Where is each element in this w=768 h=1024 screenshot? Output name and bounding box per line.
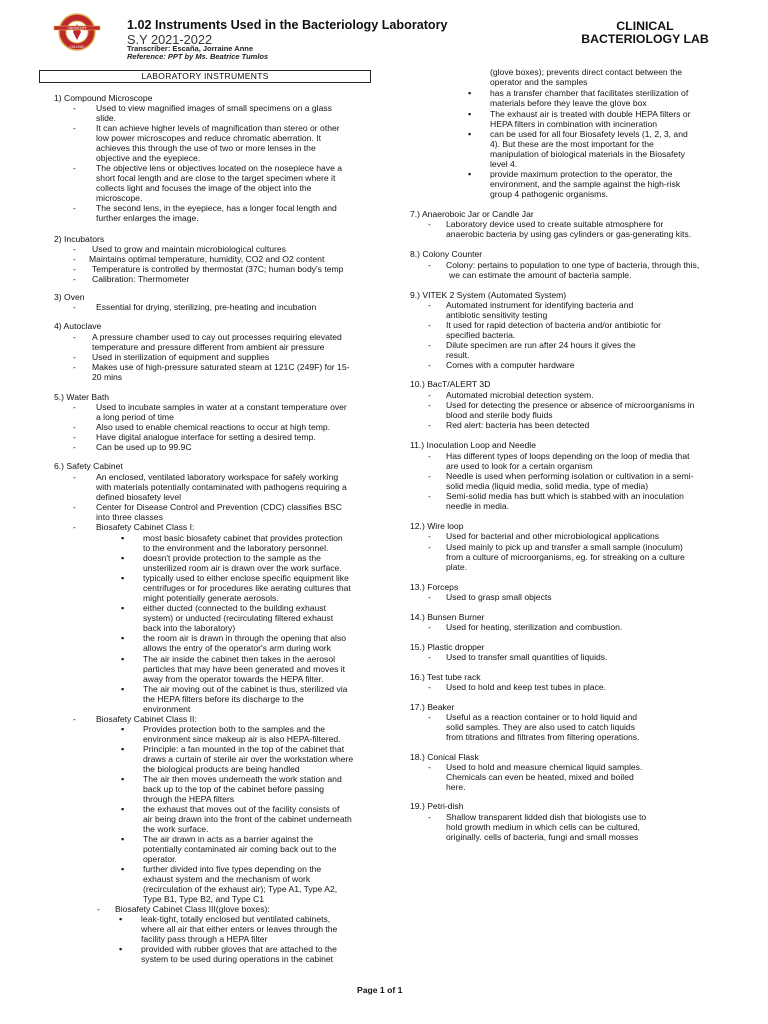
text-line: Used for bacterial and other microbiological applications — [446, 531, 660, 541]
text-line: can be used for all four Biosafety levels (1, 2, 3, and — [490, 129, 688, 139]
text-line: back into the laboratory) — [143, 623, 236, 633]
text-line: unsterilized room air is drawn over the work surface. — [143, 563, 342, 573]
text-line: The exhaust air is treated with double HEPA filters or — [490, 109, 691, 119]
text-line: particles that may have been generated and moves it — [143, 664, 346, 674]
section-title-box: LABORATORY INSTRUMENTS — [39, 70, 371, 83]
text-line: Used in sterilization of equipment and supplies — [92, 352, 270, 362]
text-line: Automated microbial detection system. — [446, 390, 594, 400]
text-line: A pressure chamber used to cay out processes requiring elevated — [92, 332, 342, 342]
text-line: to the environment and the laboratory personnel. — [143, 543, 329, 553]
square-bullet-icon: ▪ — [121, 633, 125, 643]
text-line: exhaust system and the mechanism of work — [143, 874, 311, 884]
text-line: further divided into five types depending on the — [143, 864, 322, 874]
dash-bullet: - — [73, 244, 76, 254]
section-heading: 8.) Colony Counter — [410, 249, 483, 259]
section-heading: 2) Incubators — [54, 234, 105, 244]
dash-bullet: - — [73, 442, 76, 452]
dash-bullet: - — [428, 360, 431, 370]
dash-bullet: - — [73, 332, 76, 342]
text-line: The second lens, in the eyepiece, has a longer focal length and — [96, 203, 337, 213]
text-line: Used to view magnified images of small specimens on a glass — [96, 103, 332, 113]
text-line: objective and the eyepiece. — [96, 153, 201, 163]
text-line: Used to hold and keep test tubes in place. — [446, 682, 607, 692]
section-heading: 10.) BacT/ALERT 3D — [410, 379, 491, 389]
text-line: achieves this through the use of two or more lenses in the — [96, 143, 316, 153]
dash-bullet: - — [73, 432, 76, 442]
text-line: leak-tight, totally enclosed but ventilated cabinets, — [141, 914, 331, 924]
text-line: Dilute specimen are run after 24 hours it gives the — [446, 340, 636, 350]
dash-bullet: - — [428, 300, 431, 310]
text-line: Used to hold and measure chemical liquid samples. — [446, 762, 643, 772]
text-line: Automated instrument for identifying bacteria and — [446, 300, 634, 310]
dash-bullet: - — [428, 219, 431, 229]
square-bullet-icon: ▪ — [121, 553, 125, 563]
dash-bullet: - — [428, 712, 431, 722]
text-line: Colony: pertains to population to one type of bacteria, through this, — [446, 260, 700, 270]
dash-bullet: - — [428, 420, 431, 430]
text-line: Laboratory device used to create suitable atmosphere for — [446, 219, 664, 229]
text-line: result. — [446, 350, 470, 360]
text-line: microscope. — [96, 193, 143, 203]
text-line: a long period of time — [96, 412, 174, 422]
logo-top-text: UNIVERSITY — [67, 26, 87, 31]
text-line: Used to grow and maintain microbiological cultures — [92, 244, 286, 254]
text-line: Have digital analogue interface for setting a desired temp. — [96, 432, 316, 442]
text-line: Shallow transparent lidded dish that biologists use to — [446, 812, 647, 822]
dash-bullet: - — [428, 812, 431, 822]
text-line: level 4. — [490, 159, 518, 169]
square-bullet-icon: ▪ — [468, 88, 472, 98]
section-heading: 15.) Plastic dropper — [410, 642, 485, 652]
text-line: Used for detecting the presence or absence of microorganisms in — [446, 400, 695, 410]
dash-bullet: - — [73, 254, 76, 264]
dash-bullet: - — [428, 320, 431, 330]
text-line: environment since makeup air is also HEPA-filtered. — [143, 734, 341, 744]
dash-bullet: - — [73, 714, 76, 724]
dash-bullet: - — [73, 274, 76, 284]
dash-bullet: - — [428, 400, 431, 410]
text-line: needle in media. — [446, 501, 510, 511]
text-line: back up to the top of the cabinet before passing — [143, 784, 325, 794]
text-line: anaerobic bacteria by using gas cylinders or gas-generating kits. — [446, 229, 692, 239]
text-line: Biosafety Cabinet Class III(glove boxes): — [115, 904, 270, 914]
dash-bullet: - — [73, 123, 76, 133]
dash-bullet: - — [428, 260, 431, 270]
text-line: has a transfer chamber that facilitates sterilization of — [490, 88, 689, 98]
dash-bullet: - — [428, 592, 431, 602]
text-line: where all air that either enters or leaves through the — [141, 924, 338, 934]
text-line: Used to transfer small quantities of liquids. — [446, 652, 608, 662]
text-line: Red alert: bacteria has been detected — [446, 420, 590, 430]
text-line: air being drawn into the front of the cabinet underneath — [143, 814, 352, 824]
section-heading: 11.) Inoculation Loop and Needle — [410, 440, 536, 450]
square-bullet-icon: ▪ — [119, 914, 123, 924]
text-line: Essential for drying, sterilizing, pre-heating and incubation — [96, 302, 317, 312]
dash-bullet: - — [73, 163, 76, 173]
dash-bullet: - — [428, 652, 431, 662]
text-line: specified bacteria. — [446, 330, 516, 340]
dash-bullet: - — [73, 103, 76, 113]
text-line: environment, and the sample against the high-risk — [490, 179, 681, 189]
text-line: (glove boxes); prevents direct contact between the — [490, 67, 683, 77]
dash-bullet: - — [428, 340, 431, 350]
dash-bullet: - — [97, 904, 100, 914]
text-line: further enlarges the image. — [96, 213, 199, 223]
text-line: (recirculation of the exhaust air); Type A1, Type A2, — [143, 884, 338, 894]
dash-bullet: - — [73, 522, 76, 532]
text-line: slide. — [96, 113, 117, 123]
square-bullet-icon: ▪ — [468, 109, 472, 119]
text-line: centrifuges or for procedures like aerating cultures that — [143, 583, 351, 593]
text-line: might potentially generate aerosols. — [143, 593, 279, 603]
dash-bullet: - — [73, 264, 76, 274]
text-line: the exhaust that moves out of the facility consists of — [143, 804, 340, 814]
text-line: An enclosed, ventilated laboratory workspace for safely working — [96, 472, 339, 482]
dash-bullet: - — [428, 471, 431, 481]
text-line: Biosafety Cabinet Class II: — [96, 714, 197, 724]
text-line: Principle: a fan mounted in the top of the cabinet that — [143, 744, 345, 754]
dash-bullet: - — [428, 531, 431, 541]
section-heading: 14.) Bunsen Burner — [410, 612, 485, 622]
text-line: The objective lens or objectives located on the nosepiece have a — [96, 163, 343, 173]
text-line: from titrations and filtrates from filtering operations. — [446, 732, 640, 742]
dash-bullet: - — [428, 622, 431, 632]
text-line: environment — [143, 704, 191, 714]
text-line: Provides protection both to the samples and the — [143, 724, 326, 734]
course-title-line-2: BACTERIOLOGY LAB — [581, 31, 709, 46]
text-line: Chemicals can even be heated, mixed and boiled — [446, 772, 634, 782]
text-line: Useful as a reaction container or to hold liquid and — [446, 712, 638, 722]
text-line: Used for heating, sterilization and combustion. — [446, 622, 623, 632]
square-bullet-icon: ▪ — [121, 774, 125, 784]
text-line: solid media (liquid media, solid media, type of media) — [446, 481, 649, 491]
text-line: Biosafety Cabinet Class I: — [96, 522, 195, 532]
text-line: originally. cells of bacteria, fungi and small mosses — [446, 832, 639, 842]
text-line: Semi-solid media has butt which is stabbed with an inoculation — [446, 491, 684, 501]
text-line: It can achieve higher levels of magnification than stereo or other — [96, 123, 340, 133]
section-heading: 6.) Safety Cabinet — [54, 461, 123, 471]
university-logo — [52, 11, 102, 53]
text-line: The air moving out of the cabinet is thus, sterilized via — [143, 684, 348, 694]
text-line: It used for rapid detection of bacteria and/or antibiotic for — [446, 320, 661, 330]
text-line: Comes with a computer hardware — [446, 360, 575, 370]
text-line: Can be used up to 99.9C — [96, 442, 192, 452]
section-heading: 7.) Anaeroboic Jar or Candle Jar — [410, 209, 534, 219]
text-line: manipulation of biological materials in the Biosafety — [490, 149, 685, 159]
reference-line: Reference: PPT by Ms. Beatrice Tumlos — [127, 52, 269, 61]
text-line: away from the operator towards the HEPA filter. — [143, 674, 324, 684]
text-line: 4). But these are the most important for the — [490, 139, 654, 149]
text-line: facility pass through a HEPA filter — [141, 934, 268, 944]
text-line: draws a curtain of sterile air over the workstation where — [143, 754, 354, 764]
section-heading: 19.) Petri-dish — [410, 801, 464, 811]
dash-bullet: - — [428, 682, 431, 692]
section-heading: 16.) Test tube rack — [410, 672, 481, 682]
text-line: blood and sterile body fluids — [446, 410, 553, 420]
section-heading: 12.) Wire loop — [410, 521, 464, 531]
page-footer: Page 1 of 1 — [357, 985, 403, 995]
text-line: defined biosafety level — [96, 492, 182, 502]
square-bullet-icon: ▪ — [121, 684, 125, 694]
text-line: system) or unducted (recirculating filtered exhaust — [143, 613, 334, 623]
text-line: we can estimate the amount of bacteria sample. — [449, 270, 632, 280]
square-bullet-icon: ▪ — [119, 944, 123, 954]
text-line: materials before they leave the glove box — [490, 98, 647, 108]
section-heading: 9.) VITEK 2 System (Automated System) — [410, 290, 567, 300]
text-line: typically used to either enclose specific equipment like — [143, 573, 349, 583]
section-heading: 18.) Conical Flask — [410, 752, 479, 762]
text-line: collects light and focuses the image of the object into the — [96, 183, 312, 193]
square-bullet-icon: ▪ — [121, 603, 125, 613]
text-line: The air inside the cabinet then takes in the aerosol — [143, 654, 336, 664]
square-bullet-icon: ▪ — [121, 724, 125, 734]
text-line: The air then moves underneath the work station and — [143, 774, 342, 784]
square-bullet-icon: ▪ — [121, 804, 125, 814]
text-line: Used to incubate samples in water at a constant temperature over — [96, 402, 347, 412]
dash-bullet: - — [73, 302, 76, 312]
text-line: Used to grasp small objects — [446, 592, 552, 602]
text-line: here. — [446, 782, 466, 792]
text-line: the biological products are being handled — [143, 764, 300, 774]
text-line: operator. — [143, 854, 177, 864]
dash-bullet: - — [428, 451, 431, 461]
text-line: The air drawn in acts as a barrier against the — [143, 834, 314, 844]
square-bullet-icon: ▪ — [121, 864, 125, 874]
text-line: allows the entry of the operator's arm during work — [143, 643, 331, 653]
text-line: provided with rubber gloves that are attached to the — [141, 944, 337, 954]
logo-bottom-text: COLLEGE — [69, 45, 85, 49]
text-line: Also used to enable chemical reactions to occur at high temp. — [96, 422, 331, 432]
dash-bullet: - — [73, 362, 76, 372]
text-line: group 4 pathogenic organisms. — [490, 189, 609, 199]
dash-bullet: - — [428, 542, 431, 552]
dash-bullet: - — [428, 762, 431, 772]
text-line: from a culture of microorganisms, eg. for streaking on a culture — [446, 552, 685, 562]
dash-bullet: - — [73, 203, 76, 213]
section-heading: 1) Compound Microscope — [54, 93, 153, 103]
text-line: provide maximum protection to the operator, the — [490, 169, 673, 179]
text-line: Needle is used when performing isolation or cultivation in a semi- — [446, 471, 694, 481]
dash-bullet: - — [73, 422, 76, 432]
text-line: through the HEPA filters — [143, 794, 235, 804]
text-line: doesn't provide protection to the sample as the — [143, 553, 321, 563]
dash-bullet: - — [428, 491, 431, 501]
text-line: Type B1, Type B2, and Type C1 — [143, 894, 265, 904]
text-line: operator and the samples — [490, 77, 588, 87]
section-heading: 17.) Beaker — [410, 702, 455, 712]
text-line: the room air is drawn in through the opening that also — [143, 633, 347, 643]
text-line: are used to look for a certain organism — [446, 461, 593, 471]
text-line: Calibration: Thermometer — [92, 274, 190, 284]
square-bullet-icon: ▪ — [121, 533, 125, 543]
course-title-line-1: CLINICAL — [616, 19, 674, 33]
square-bullet-icon: ▪ — [468, 129, 472, 139]
square-bullet-icon: ▪ — [121, 573, 125, 583]
square-bullet-icon: ▪ — [468, 169, 472, 179]
text-line: solid samples. They are also used to catch liquids — [446, 722, 636, 732]
text-line: most basic biosafety cabinet that provides protection — [143, 533, 343, 543]
section-heading: 5.) Water Bath — [54, 392, 110, 402]
square-bullet-icon: ▪ — [121, 744, 125, 754]
section-heading: 4) Autoclave — [54, 321, 102, 331]
text-line: Has different types of loops depending on the loop of media that — [446, 451, 690, 461]
section-heading: 3) Oven — [54, 292, 85, 302]
text-line: with materials potentially contaminated with pathogens requiring a — [96, 482, 347, 492]
text-line: temperature and pressure different from ambient air pressure — [92, 342, 325, 352]
dash-bullet: - — [73, 472, 76, 482]
square-bullet-icon: ▪ — [121, 834, 125, 844]
square-bullet-icon: ▪ — [121, 654, 125, 664]
text-line: into three classes — [96, 512, 163, 522]
text-line: the HEPA filters before its discharge to the — [143, 694, 304, 704]
text-line: Center for Disease Control and Prevention (CDC) classifies BSC — [96, 502, 342, 512]
text-line: the work surface. — [143, 824, 209, 834]
text-line: hold growth medium in which cells can be cultured, — [446, 822, 640, 832]
text-line: HEPA filters in combination with incineration — [490, 119, 658, 129]
text-line: short focal length and are close to the target specimen where it — [96, 173, 336, 183]
dash-bullet: - — [73, 502, 76, 512]
text-line: plate. — [446, 562, 468, 572]
document-title: 1.02 Instruments Used in the Bacteriology Laboratory — [127, 18, 448, 32]
text-line: system to be used during operations in the cabinet — [141, 954, 334, 964]
text-line: either ducted (connected to the building exhaust — [143, 603, 326, 613]
text-line: Temperature is controlled by thermostat (37C; human body's temp — [92, 264, 344, 274]
section-heading: 13.) Forceps — [410, 582, 459, 592]
dash-bullet: - — [428, 390, 431, 400]
text-line: Used mainly to pick up and transfer a small sample (inoculum) — [446, 542, 683, 552]
text-line: potentially contaminated air coming back out to the — [143, 844, 337, 854]
course-title — [575, 20, 715, 45]
transcriber-line: Transcriber: Escaña, Jorraine Anne — [127, 44, 254, 53]
text-line: 20 mins — [92, 372, 123, 382]
school-year: S.Y 2021-2022 — [127, 31, 213, 47]
dash-bullet: - — [73, 402, 76, 412]
text-line: Makes use of high-pressure saturated steam at 121C (249F) for 15- — [92, 362, 350, 372]
text-line: Maintains optimal temperature, humidity, CO2 and O2 content — [89, 254, 325, 264]
text-line: low power microscopes and reduce chromatic aberration. It — [96, 133, 321, 143]
dash-bullet: - — [73, 352, 76, 362]
text-line: antibiotic sensitivity testing — [446, 310, 548, 320]
